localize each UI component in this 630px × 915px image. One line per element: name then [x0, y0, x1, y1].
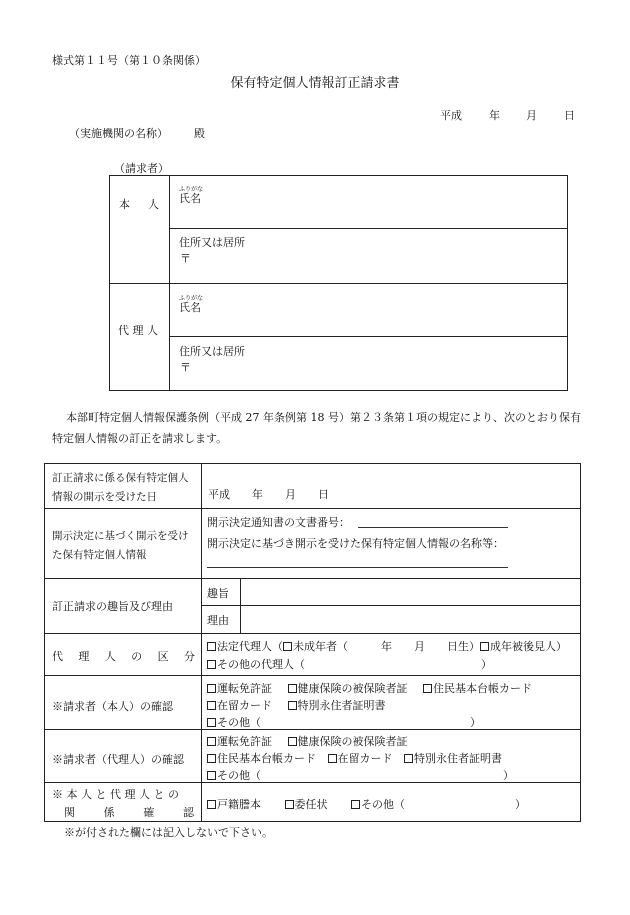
- resident-card-option[interactable]: 住民基本台帳カード: [207, 752, 316, 765]
- checkbox[interactable]: [207, 754, 216, 763]
- purpose-reason-divider: [201, 605, 581, 606]
- relationship-verification-label-line2: [64, 804, 194, 820]
- checkbox[interactable]: [285, 800, 294, 809]
- other-agent-option[interactable]: その他の代理人（ ）: [207, 656, 492, 672]
- checkbox[interactable]: [288, 737, 297, 746]
- checkbox[interactable]: [423, 684, 432, 693]
- checkbox[interactable]: [351, 800, 360, 809]
- form-title: 保有特定個人情報訂正請求書: [230, 76, 400, 91]
- principal-label-text: 本 人: [119, 198, 159, 211]
- principal-id-options-line2: [207, 697, 386, 713]
- principal-id-other-option[interactable]: その他（ ）: [207, 714, 481, 730]
- checkbox[interactable]: [283, 642, 292, 651]
- agent-address-label: 住所又は居所: [179, 345, 245, 358]
- checkbox[interactable]: [207, 660, 216, 669]
- relationship-options: [207, 796, 526, 812]
- checkbox[interactable]: [288, 701, 297, 710]
- table-row-divider-2: [44, 578, 581, 579]
- checkbox[interactable]: [207, 771, 216, 780]
- agent-id-options-line1: [207, 733, 408, 749]
- drivers-license-option[interactable]: 運転免許証: [207, 682, 272, 695]
- purpose-reason-label: 訂正請求の趣旨及び理由: [52, 600, 173, 613]
- checkbox[interactable]: [480, 642, 489, 651]
- principal-verification-label: ※請求者（本人）の確認: [52, 700, 173, 713]
- principal-label: [109, 196, 169, 213]
- relationship-verification-label-text: 関 係 確 認: [64, 806, 194, 819]
- agent-postal-mark: 〒: [180, 361, 191, 374]
- agent-id-options-line2: [207, 750, 502, 766]
- agent-category-label-text: 代 理 人 の 区 分: [52, 650, 195, 663]
- date-year-label: 年: [489, 109, 500, 122]
- agent-furigana: ふりがな: [179, 295, 204, 302]
- checkbox[interactable]: [207, 718, 216, 727]
- date-era: 平成: [440, 109, 462, 122]
- principal-id-options-line1: [207, 680, 532, 696]
- power-of-attorney-option[interactable]: 委任状: [285, 798, 328, 811]
- table-row-divider-1: [44, 508, 581, 509]
- disclosure-date-value: 平成 年 月 日: [208, 488, 329, 501]
- health-insurance-option[interactable]: 健康保険の被保険者証: [288, 735, 408, 748]
- reason-label: 理由: [207, 614, 229, 627]
- checkbox[interactable]: [207, 642, 216, 651]
- special-permanent-resident-option[interactable]: 特別永住者証明書: [288, 699, 386, 712]
- residence-card-option[interactable]: 在留カード: [328, 752, 393, 765]
- principal-name-label: 氏名: [179, 192, 201, 205]
- checkbox[interactable]: [207, 701, 216, 710]
- legal-agent-option[interactable]: 法定代理人（ 未成年者（ 年 月 日生） 成年被後見人）: [207, 638, 567, 654]
- checkbox[interactable]: [328, 754, 337, 763]
- checkbox[interactable]: [404, 754, 413, 763]
- purpose-subdivider: [240, 578, 241, 633]
- special-permanent-resident-option[interactable]: 特別永住者証明書: [404, 752, 502, 765]
- family-register-option[interactable]: 戸籍謄本: [207, 798, 261, 811]
- notice-number-label: 開示決定通知書の文書番号：: [207, 516, 350, 529]
- drivers-license-option[interactable]: 運転免許証: [207, 735, 272, 748]
- purpose-field[interactable]: [243, 580, 579, 603]
- agent-category-label: [52, 648, 195, 664]
- principal-postal-mark: 〒: [180, 252, 191, 265]
- disclosure-date-label: 訂正請求に係る保有特定個人情報の開示を受けた日: [52, 472, 189, 503]
- agent-name-label: 氏名: [179, 301, 201, 314]
- table-row-divider-4: [44, 675, 581, 676]
- principal-address-label: 住所又は居所: [179, 236, 245, 249]
- institution-name-label: （実施機関の名称）: [69, 127, 168, 140]
- checkbox[interactable]: [288, 684, 297, 693]
- purpose-label: 趣旨: [207, 587, 229, 600]
- checkbox[interactable]: [207, 800, 216, 809]
- footnote: ※が付された欄には記入しないで下さい。: [64, 826, 273, 839]
- residence-card-option[interactable]: 在留カード: [207, 699, 272, 712]
- disclosed-info-name-label: 開示決定に基づき開示を受けた保有特定個人情報の名称等：: [207, 537, 504, 550]
- request-statement: 本部町特定個人情報保護条例（平成 27 年条例第 18 号）第２３条第１項の規定により、次のとおり保有特定個人情報の訂正を請求します。: [52, 411, 581, 445]
- date-month-label: 月: [526, 109, 537, 122]
- principal-row-divider: [169, 228, 568, 229]
- relationship-other-option[interactable]: その他（ ）: [351, 798, 526, 811]
- form-number: 様式第１１号（第１０条関係）: [52, 54, 206, 67]
- disclosed-info-label: 開示決定に基づく開示を受けた保有特定個人情報: [52, 530, 189, 561]
- relationship-verification-label-line1: ※ 本 人 と 代 理 人 と の: [52, 788, 179, 801]
- checkbox[interactable]: [207, 737, 216, 746]
- notice-number-field[interactable]: [358, 527, 508, 528]
- table-column-divider: [201, 463, 202, 822]
- requester-section-label: （請求者）: [114, 162, 169, 175]
- disclosed-info-name-field[interactable]: [207, 567, 508, 568]
- resident-card-option[interactable]: 住民基本台帳カード: [423, 682, 532, 695]
- reason-field[interactable]: [243, 607, 579, 631]
- checkbox[interactable]: [207, 684, 216, 693]
- principal-agent-divider: [109, 283, 568, 284]
- principal-furigana: ふりがな: [179, 186, 204, 193]
- agent-label: 代 理 人: [118, 324, 158, 337]
- table-row-divider-3: [44, 633, 581, 634]
- health-insurance-option[interactable]: 健康保険の被保険者証: [288, 682, 408, 695]
- agent-row-divider: [169, 336, 568, 337]
- agent-id-other-option[interactable]: その他（ ）: [207, 767, 514, 783]
- honorific: 殿: [194, 127, 205, 140]
- date-day-label: 日: [564, 109, 575, 122]
- agent-verification-label: ※請求者（代理人）の確認: [52, 753, 184, 766]
